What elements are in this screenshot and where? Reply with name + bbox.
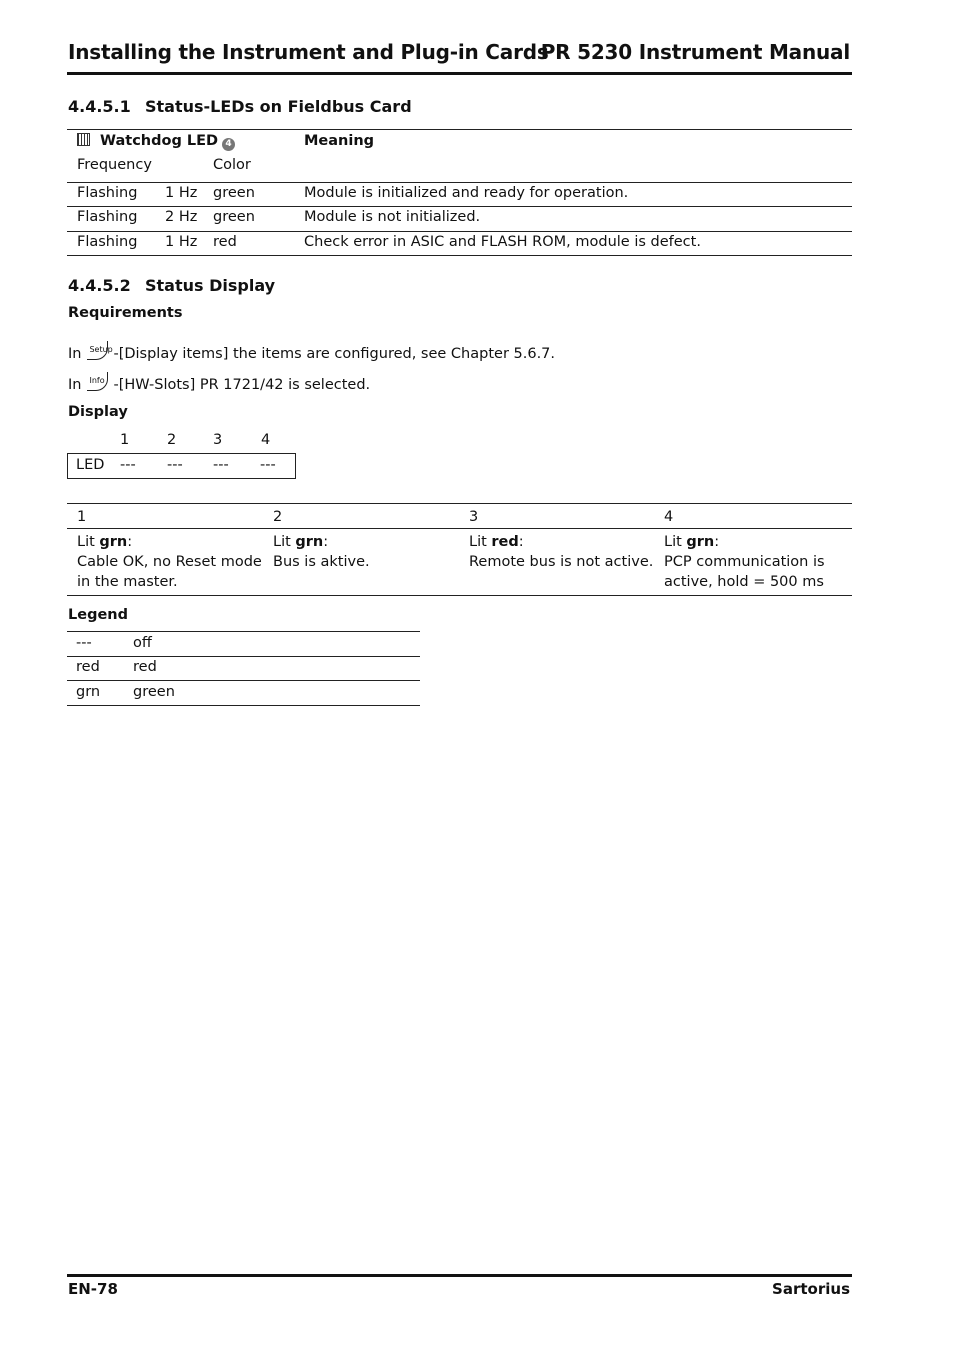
led-row-label: LED <box>76 457 105 473</box>
row2-meaning: Module is not initialized. <box>304 209 481 225</box>
display-position-4: 4 <box>261 432 271 448</box>
led-value-2: --- <box>167 457 183 473</box>
display-label: Display <box>68 404 128 420</box>
section-number: 4.4.5.2 <box>68 276 131 295</box>
legend-table <box>67 631 420 707</box>
page-number: EN-78 <box>68 1280 118 1298</box>
callout-badge-4: 4 <box>222 138 235 151</box>
lit-state: Lit grn: <box>664 534 720 550</box>
led-value-4: --- <box>260 457 276 473</box>
requirements-label: Requirements <box>68 305 183 321</box>
fieldbus-card-icon <box>77 133 90 146</box>
color-subheader: Color <box>213 157 251 173</box>
column-number: 3 <box>469 509 479 525</box>
watchdog-led-header <box>77 133 235 151</box>
section-title: Status Display <box>145 276 276 295</box>
led-position-table <box>67 503 852 597</box>
req2-prefix: In <box>68 377 82 393</box>
frequency-subheader: Frequency <box>77 157 152 173</box>
meaning-header: Meaning <box>304 133 375 149</box>
display-position-3: 3 <box>213 432 223 448</box>
row3-meaning: Check error in ASIC and FLASH ROM, module is defect. <box>304 234 701 250</box>
row2-mode: Flashing <box>77 209 138 225</box>
column-description: Remote bus is not active. <box>469 554 654 570</box>
row1-meaning: Module is initialized and ready for operation. <box>304 185 629 201</box>
header-rule <box>67 72 852 75</box>
row1-color: green <box>213 185 255 201</box>
position-column-1 <box>77 507 267 592</box>
column-description: Cable OK, no Reset mode in the master. <box>77 554 262 590</box>
legend-label: Legend <box>68 607 128 623</box>
legend-code: --- <box>76 635 92 651</box>
led-display-box <box>67 453 296 479</box>
display-position-1: 1 <box>120 432 130 448</box>
column-description: PCP communication is active, hold = 500 ms <box>664 554 825 590</box>
requirement-setup <box>68 340 555 364</box>
page-header-right: PR 5230 Instrument Manual <box>540 40 850 64</box>
setup-key-label: Setup <box>89 345 113 354</box>
info-key-label: Info <box>89 376 105 385</box>
column-number: 4 <box>664 509 674 525</box>
led-value-1: --- <box>120 457 136 473</box>
page-header-left: Installing the Instrument and Plug-in Cards <box>68 40 549 64</box>
position-column-4 <box>664 507 854 592</box>
row3-color: red <box>213 234 237 250</box>
row3-frequency: 1 Hz <box>165 234 198 250</box>
legend-meaning: green <box>133 684 175 700</box>
legend-code: grn <box>76 684 101 700</box>
section-heading-status-display <box>68 276 275 295</box>
display-position-2: 2 <box>167 432 177 448</box>
section-title: Status-LEDs on Fieldbus Card <box>145 97 412 116</box>
column-description: Bus is aktive. <box>273 554 370 570</box>
row1-rule <box>67 206 852 207</box>
position-column-3 <box>469 507 659 572</box>
row1-frequency: 1 Hz <box>165 185 198 201</box>
column-number: 2 <box>273 509 283 525</box>
legend-code: red <box>76 659 100 675</box>
lit-state: Lit grn: <box>77 534 133 550</box>
req1-text: -[Display items] the items are configured, see Chapter 5.6.7. <box>113 346 556 362</box>
req2-text: -[HW-Slots] PR 1721/42 is selected. <box>113 377 371 393</box>
table-header-rule <box>67 182 852 183</box>
row2-frequency: 2 Hz <box>165 209 198 225</box>
req1-prefix: In <box>68 346 82 362</box>
led-value-3: --- <box>213 457 229 473</box>
setup-key-icon <box>87 340 113 362</box>
legend-meaning: off <box>133 635 152 651</box>
row1-mode: Flashing <box>77 185 138 201</box>
row3-mode: Flashing <box>77 234 138 250</box>
info-key-icon <box>87 371 113 393</box>
row2-rule <box>67 231 852 232</box>
table-bottom-rule <box>67 255 852 256</box>
lit-state: Lit grn: <box>273 534 329 550</box>
row2-color: green <box>213 209 255 225</box>
led-table <box>67 130 852 256</box>
lit-state: Lit red: <box>469 534 524 550</box>
column-number: 1 <box>77 509 87 525</box>
footer-brand: Sartorius <box>772 1280 850 1298</box>
legend-meaning: red <box>133 659 157 675</box>
requirement-info <box>68 371 370 395</box>
section-heading-status-leds <box>68 97 412 116</box>
section-number: 4.4.5.1 <box>68 97 131 116</box>
footer-rule <box>67 1274 852 1277</box>
position-column-2 <box>273 507 463 572</box>
watchdog-led-label: Watchdog LED <box>100 133 219 149</box>
